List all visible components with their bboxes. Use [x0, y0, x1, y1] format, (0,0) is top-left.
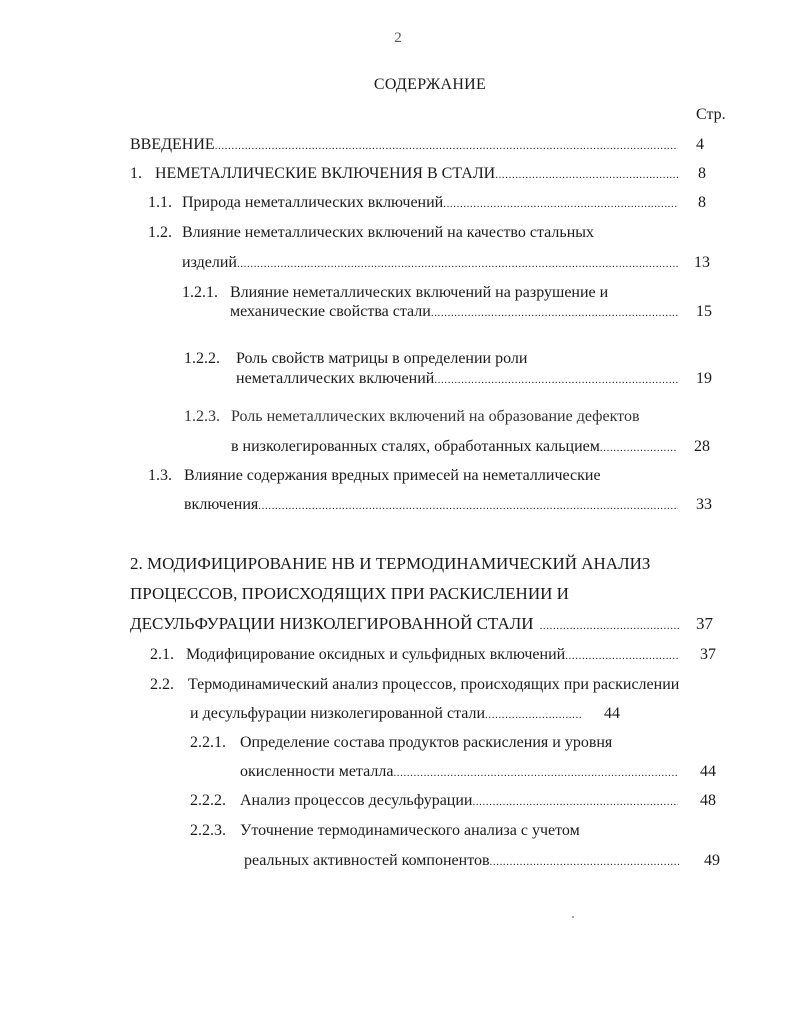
toc-entry-number: 1.2.3. — [184, 408, 220, 425]
toc-page-ref: 44 — [700, 763, 716, 780]
toc-entry-2-2-2[interactable] — [190, 791, 678, 811]
toc-entry-number: 1.2. — [148, 224, 172, 241]
toc-entry-1-2-3[interactable] — [184, 407, 640, 427]
toc-page-ref: 49 — [704, 852, 720, 869]
toc-entry-text: Модифицирование оксидных и сульфидных включений — [186, 646, 566, 663]
toc-entry-text: Определение состава продуктов раскисления и уровня — [240, 734, 613, 751]
dot-leader — [393, 763, 678, 782]
dot-leader — [431, 303, 678, 322]
toc-entry-number: 1.2.2. — [184, 350, 220, 367]
toc-entry-number: 1.1. — [148, 194, 172, 211]
toc-page-ref: 28 — [694, 438, 710, 455]
toc-entry-number: 2.2. — [150, 676, 174, 693]
toc-page-ref: 48 — [700, 792, 716, 809]
toc-entry-1-2[interactable] — [148, 223, 594, 243]
scan-speck — [572, 916, 574, 918]
toc-page-ref: 15 — [696, 303, 712, 320]
toc-page-ref: 8 — [698, 194, 706, 211]
toc-entry-text: Природа неметаллических включений — [182, 194, 444, 211]
toc-entry-text: Роль неметаллических включений на образование дефектов — [231, 408, 640, 425]
toc-page-ref: 4 — [696, 136, 704, 153]
dot-leader — [495, 165, 678, 184]
toc-page-ref: 37 — [700, 646, 716, 663]
toc-entry-2-1[interactable] — [150, 645, 680, 665]
toc-entry-number: 2.1. — [150, 646, 174, 663]
dot-leader — [540, 615, 680, 635]
toc-entry-2-2-3[interactable] — [190, 821, 580, 841]
toc-entry-text: ВВЕДЕНИЕ — [130, 136, 215, 153]
toc-entry-chapter-1[interactable] — [130, 164, 678, 184]
page-title: СОДЕРЖАНИЕ — [373, 76, 487, 93]
toc-entry-2-2-1[interactable] — [190, 733, 612, 753]
toc-entry-text: НЕМЕТАЛЛИЧЕСКИЕ ВКЛЮЧЕНИЯ В СТАЛИ — [155, 165, 496, 182]
toc-page-ref: 37 — [696, 614, 713, 633]
toc-entry-1-3[interactable] — [148, 466, 601, 486]
toc-entry-2-2-continued[interactable] — [190, 704, 582, 724]
toc-entry-text: ПРОЦЕССОВ, ПРОИСХОДЯЩИХ ПРИ РАСКИСЛЕНИИ И — [130, 584, 569, 603]
toc-entry-number: 1.2.1. — [182, 284, 218, 301]
toc-entry-text: механические свойства стали — [230, 303, 431, 320]
toc-entry-1-2-2-continued[interactable] — [236, 369, 678, 389]
dot-leader — [434, 370, 678, 389]
toc-entry-1-2-2[interactable] — [184, 349, 527, 369]
toc-entry-text: Термодинамический анализ процессов, происходящих при раскислении — [188, 676, 680, 693]
toc-entry-number: 2.2.2. — [190, 792, 226, 809]
toc-entry-text: и десульфурации низколегированной стали — [190, 705, 486, 722]
toc-page-ref: 33 — [696, 496, 712, 513]
toc-entry-text: Влияние содержания вредных примесей на неметаллические — [184, 467, 601, 484]
toc-page-ref: 19 — [696, 370, 712, 387]
toc-entry-2-2[interactable] — [150, 675, 679, 695]
dot-leader — [490, 852, 680, 871]
toc-entry-number: 2.2.1. — [190, 734, 226, 751]
toc-entry-1-1[interactable] — [148, 193, 678, 213]
toc-entry-1-2-1-continued[interactable] — [230, 302, 678, 322]
toc-entry-text: включения — [184, 496, 259, 513]
page-column-label: Стр. — [696, 106, 726, 123]
toc-entry-number: 2.2.3. — [190, 822, 226, 839]
toc-entry-1-2-3-continued[interactable] — [231, 437, 677, 457]
toc-entry-chapter-2[interactable] — [130, 553, 650, 575]
toc-entry-chapter-2-line-3[interactable] — [130, 613, 680, 635]
toc-entry-1-2-1[interactable] — [182, 283, 608, 303]
toc-page-ref: 44 — [604, 705, 620, 722]
toc-entry-text: Анализ процессов десульфурации — [240, 792, 473, 809]
page-number: 2 — [394, 30, 402, 46]
toc-entry-text: окисленности металла — [240, 763, 394, 780]
dot-leader — [237, 254, 678, 273]
toc-entry-2-2-1-continued[interactable] — [240, 762, 678, 782]
toc-entry-text: 2. МОДИФИЦИРОВАНИЕ НВ И ТЕРМОДИНАМИЧЕСКИЙ АНАЛИЗ — [130, 554, 651, 573]
dot-leader — [600, 438, 677, 457]
dot-leader — [472, 792, 678, 811]
toc-entry-text: в низколегированных сталях, обработанных кальцием — [231, 438, 600, 455]
dot-leader — [443, 194, 678, 213]
toc-entry-text: Роль свойств матрицы в определении роли — [236, 350, 528, 367]
toc-entry-text: Уточнение термодинамического анализа с учетом — [240, 822, 580, 839]
toc-entry-1-3-continued[interactable] — [184, 495, 678, 515]
toc-entry-1-2-continued[interactable] — [182, 253, 678, 273]
toc-entry-intro[interactable] — [130, 135, 678, 155]
toc-entry-number: 1. — [130, 165, 142, 182]
toc-entry-text: неметаллических включений — [236, 370, 435, 387]
toc-entry-text: реальных активностей компонентов — [244, 852, 490, 869]
dot-leader — [215, 136, 678, 155]
dot-leader — [485, 705, 582, 724]
toc-page-ref: 8 — [698, 165, 706, 182]
toc-page-ref: 13 — [694, 254, 710, 271]
toc-entry-text: Влияние неметаллических включений на разрушение и — [230, 284, 609, 301]
toc-entry-chapter-2-line-2[interactable] — [130, 583, 569, 605]
toc-entry-text: Влияние неметаллических включений на качество стальных — [182, 224, 594, 241]
toc-entry-2-2-3-continued[interactable] — [244, 851, 680, 871]
toc-entry-text: ДЕСУЛЬФУРАЦИИ НИЗКОЛЕГИРОВАННОЙ СТАЛИ — [130, 614, 534, 633]
toc-entry-number: 1.3. — [148, 467, 172, 484]
toc-entry-text: изделий — [182, 254, 237, 271]
dot-leader — [565, 646, 680, 665]
dot-leader — [258, 496, 678, 515]
